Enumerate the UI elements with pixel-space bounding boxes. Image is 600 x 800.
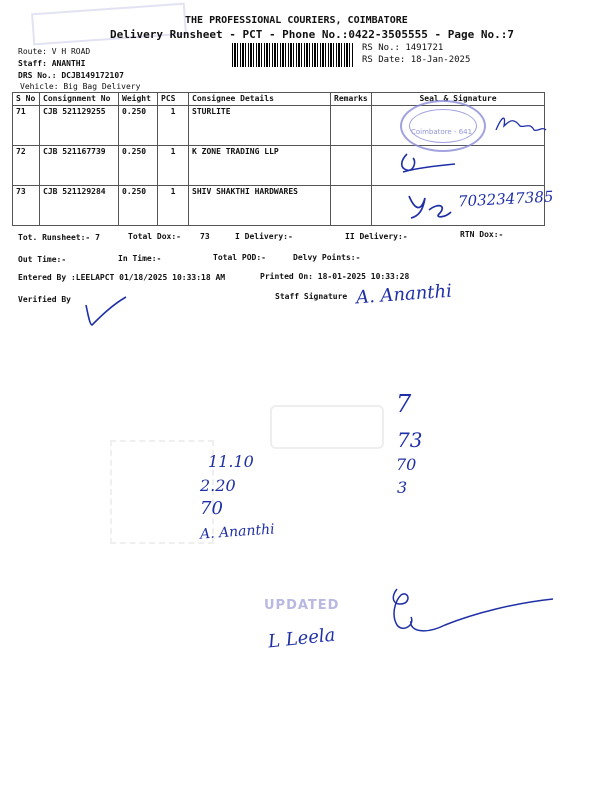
in-time: In Time:- <box>118 254 162 263</box>
total-pod: Total POD:- <box>213 253 266 262</box>
col-consignment: Consignment No <box>40 93 119 106</box>
verified-check-mark <box>80 295 130 330</box>
cell-remarks <box>331 106 372 146</box>
phone-note: 7032347385 <box>457 187 554 211</box>
cell-weight: 0.250 <box>119 146 158 186</box>
staff: Staff: ANANTHI <box>18 59 86 68</box>
cell-consignee: STURLITE <box>189 106 331 146</box>
updated-stamp: UPDATED <box>264 598 340 613</box>
row71-signature <box>490 106 550 141</box>
cell-consignment: CJB 521167739 <box>40 146 119 186</box>
cell-weight: 0.250 <box>119 186 158 226</box>
route: Route: V H ROAD <box>18 47 91 56</box>
col-weight: Weight <box>119 93 158 106</box>
cell-pcs: 1 <box>158 106 189 146</box>
col-seal: Seal & Signature <box>372 93 545 106</box>
cell-pcs: 1 <box>158 186 189 226</box>
total-dox-value: 73 <box>200 232 210 241</box>
faint-stamp-left <box>110 440 214 544</box>
delvy-points: Delvy Points:- <box>293 253 361 262</box>
total-dox-label: Total Dox:- <box>128 232 181 241</box>
staff-signature-small: A. Ananthi <box>199 521 276 543</box>
cell-consignment: CJB 521129284 <box>40 186 119 226</box>
entered-by: Entered By :LEELAPCT 01/18/2025 10:33:18 AM <box>18 273 226 282</box>
col-remarks: Remarks <box>331 93 372 106</box>
leela-signature: L Leela <box>267 624 337 653</box>
tally-70: 70 <box>396 455 417 474</box>
time-out: 11.10 <box>208 452 254 471</box>
printed-on: Printed On: 18-01-2025 10:33:28 <box>260 272 410 281</box>
time-in: 2.20 <box>200 476 236 495</box>
i-delivery: I Delivery:- <box>235 232 293 241</box>
drs-number: DRS No.: DCJB149172107 <box>18 71 124 80</box>
tally-7: 7 <box>396 390 412 418</box>
cell-remarks <box>331 186 372 226</box>
vehicle: Vehicle: Big Bag Delivery <box>20 82 141 91</box>
cell-consignee: SHIV SHAKTHI HARDWARES <box>189 186 331 226</box>
row72-signature <box>393 148 463 178</box>
faint-stamp-middle <box>270 405 384 449</box>
cell-sno: 72 <box>13 146 40 186</box>
staff-signature-label: Staff Signature <box>275 292 348 301</box>
cell-pcs: 1 <box>158 146 189 186</box>
tot-runsheet: Tot. Runsheet:- 7 <box>18 233 100 242</box>
col-pcs: PCS <box>158 93 189 106</box>
staff-signature: A. Ananthi <box>355 280 453 309</box>
rs-date: RS Date: 18-Jan-2025 <box>362 55 471 65</box>
rtn-dox: RTN Dox:- <box>460 230 504 239</box>
tally-70-left: 70 <box>200 498 223 519</box>
rs-number: RS No.: 1491721 <box>362 43 444 53</box>
verified-by: Verified By <box>18 295 71 304</box>
runsheet-subtitle: Delivery Runsheet - PCT - Phone No.:0422-3505555 - Page No.:7 <box>110 28 514 41</box>
tally-73: 73 <box>397 428 423 452</box>
cell-consignment: CJB 521129255 <box>40 106 119 146</box>
out-time: Out Time:- <box>18 255 67 264</box>
col-consignee: Consignee Details <box>189 93 331 106</box>
row73-signature <box>405 188 455 222</box>
cell-sno: 71 <box>13 106 40 146</box>
tally-3: 3 <box>397 478 408 497</box>
company-title: THE PROFESSIONAL COURIERS, COIMBATORE <box>185 15 408 26</box>
ii-delivery: II Delivery:- <box>345 232 408 241</box>
company-seal-stamp <box>400 100 486 152</box>
cell-weight: 0.250 <box>119 106 158 146</box>
seal-text: Coimbatore - 641 <box>411 128 473 136</box>
cell-consignee: K ZONE TRADING LLP <box>189 146 331 186</box>
table-row <box>13 146 545 186</box>
barcode <box>232 43 354 67</box>
cell-remarks <box>331 146 372 186</box>
cell-sno: 73 <box>13 186 40 226</box>
final-signature <box>385 585 560 645</box>
col-sno: S No <box>13 93 40 106</box>
